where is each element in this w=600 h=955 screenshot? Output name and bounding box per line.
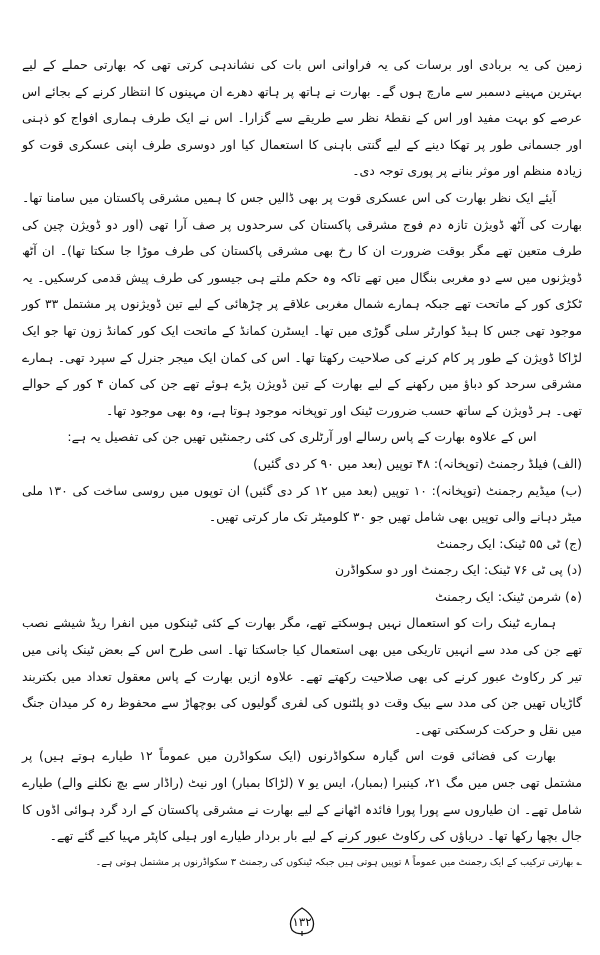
footnote: ؎ بھارتی ترکیب کے ایک رجمنٹ میں عموماً ۸ توپیں ہوتی ہیں جبکہ ٹینکوں کی رجمنٹ ۳ سکواڈرنوں پر مشتمل ہوتی ہے۔ — [95, 857, 582, 868]
artillery-item-1 — [22, 451, 582, 478]
footnote-divider — [342, 848, 572, 849]
item-label: (د) پی ٹی ۷۶ ٹینک: — [483, 562, 582, 578]
artillery-item-2 — [22, 478, 582, 531]
armour-item-3 — [22, 584, 582, 611]
item-text: ایک رجمنٹ — [435, 588, 494, 604]
paragraph-3: اس کے علاوہ بھارت کے پاس رسالے اور آرٹلری کی کئی رجمنٹیں تھیں جن کی تفصیل یہ ہے: — [67, 429, 537, 445]
page-number — [284, 906, 320, 938]
item-text: ایک رجمنٹ اور دو سکواڈرن — [335, 562, 481, 578]
item-text: ایک رجمنٹ — [436, 535, 496, 551]
body-text — [22, 52, 582, 850]
paragraph-1: زمین کی یہ بربادی اور برسات کی یہ فراوانی اس بات کی نشاندہی کرتی تھی کہ بھارتی حملے کے لیے بہترین مہینے دسمبر سے مارچ ہوں گے۔ بھارت نے ہاتھ پر ہاتھ دھرے ان مہینوں کا انتظار کرنے کے بجائے اس عرصے کو بہت مفید اور اس کے نقطۂ نظر سے طریقے سے گزارا۔ اس نے ایک طرف ہماری افواج کو ذہنی اور جسمانی طور پر تھکا دینے کے لیے گنتی باہنی کا استعمال کیا اور دوسری طرف اپنی عسکری قوت کو زیادہ منظم اور موثر بنانے پر پوری توجہ دی۔ — [22, 57, 582, 179]
item-text: ۴۸ توپیں (بعد میں ۹۰ کر دی گئیں) — [253, 455, 430, 471]
item-label: (ب) میڈیم رجمنٹ (توپخانہ): — [431, 482, 582, 498]
page-number-text: ۱۳۲ — [292, 915, 312, 929]
paragraph-2: آیئے ایک نظر بھارت کی اس عسکری قوت پر بھی ڈالیں جس کا ہمیں مشرقی پاکستان میں سامنا تھا۔ بھارت کی آٹھ ڈویژن تازہ دم فوج مشرقی پاکستان کی سرحدوں پر صف آرا تھی (اور دو ڈویژن چین کی طرف متعین تھے مگر بوقت ضرورت ان کا رخ بھی مشرقی پاکستان کی طرف موڑا جا سکتا تھا)۔ ان آٹھ ڈویژنوں میں سے دو مغربی بنگال میں تھے تاکہ وہ حکم ملتے ہی جیسور کی طرف پیش قدمی کرسکیں۔ یہ ٹکڑی کور کے ماتحت تھے جبکہ ہمارے شمال مغربی علاقے پر چڑھائی کے لیے تین ڈویژنوں پر مشتمل ۳۳ کور موجود تھی جس کا ہیڈ کوارٹر سلی گوڑی میں تھا۔ ایسٹرن کمانڈ کے ماتحت ایک کور کمانڈ زون تھا جو ایک لڑاکا ڈویژن کے طور پر کام کرنے کی صلاحیت رکھتا تھا۔ اس کی کمان ایک میجر جنرل کے سپرد تھی۔ ہمارے مشرقی سرحد کو دباؤ میں رکھنے کے لیے بھارت کے تین ڈویژن پڑے ہوئے تھے جن کی کمان ۴ کور کے حوالے تھی۔ ہر ڈویژن کے ساتھ حسب ضرورت ٹینک اور توپخانہ موجود ہوتا ہے، وہ بھی موجود تھا۔ — [22, 189, 582, 418]
armour-item-1 — [22, 531, 582, 558]
item-label: (ج) ٹی ۵۵ ٹینک: — [499, 535, 582, 551]
item-label: (الف) فیلڈ رجمنٹ (توپخانہ): — [433, 455, 582, 471]
paragraph-5: بھارت کی فضائی قوت اس گیارہ سکواڈرنوں (ایک سکواڈرن میں عموماً ۱۲ طیارے ہوتے ہیں) پر مشتمل تھی جس میں مگ ۲۱، کینبرا (بمبار)، ایس یو ۷ (لڑاکا بمبار) اور نیٹ (راڈار سے بچ نکلنے والے) طیارے شامل تھے۔ ان طیاروں سے پورا پورا فائدہ اٹھانے کے لیے بھارت نے مشرقی پاکستان کے ارد گرد ہوائی اڈوں کا جال بچھا رکھا تھا۔ دریاؤں کی رکاوٹ عبور کرنے کے لیے بار بردار طیارے اور ہیلی کاپٹر مہیا کیے گئے تھے۔ — [22, 748, 582, 844]
paragraph-4: ہمارے ٹینک رات کو استعمال نہیں ہوسکتے تھے، مگر بھارت کے کئی ٹینکوں میں انفرا ریڈ شیشے نصب تھے جن کی مدد سے انہیں تاریکی میں بھی استعمال کیا جاسکتا تھا۔ اسی طرح اس کے بعض ٹینک پانی میں تیر کر رکاوٹ عبور کرنے کی بھی صلاحیت رکھتے تھے۔ علاوہ ازیں بھارت کے پاس معقول تعداد میں بکتربند گاڑیاں تھیں جن کی مدد سے بیک وقت دو پلٹنوں کی لفری گولیوں کی بوچھاڑ سے محفوظ رہ کر میدان جنگ میں نقل و حرکت کرسکتی تھی۔ — [22, 615, 582, 737]
item-text: ۱۰ توپیں (بعد میں ۱۲ کر دی گئیں) ان توپوں میں روسی ساخت کی ۱۳۰ ملی میٹر دہانے والی توپیں بھی شامل تھیں جو ۳۰ کلومیٹر تک مار کرتی تھیں۔ — [22, 482, 582, 525]
armour-item-2 — [22, 557, 582, 584]
item-label: (ہ) شرمن ٹینک: — [497, 588, 582, 604]
